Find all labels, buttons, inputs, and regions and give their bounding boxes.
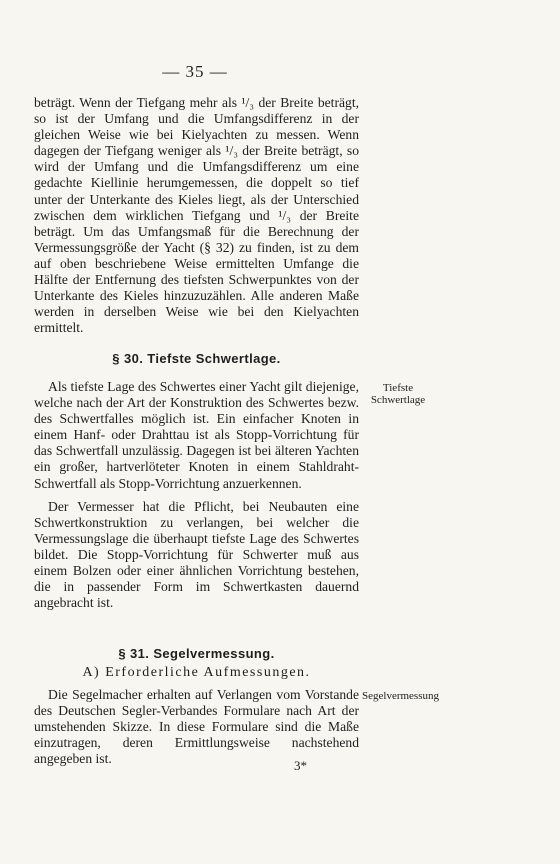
section-31-subheading: A) Erforderliche Aufmessungen. (82, 665, 311, 680)
section-31-paragraph: Die Segelmacher erhalten auf Verlangen vom Vorstande des Deutschen Segler-Verbandes Formulare nach Art der umstehenden Skizze. In diese Formulare sind die Maße einzutragen, deren Ermittlungsweise nachstehend angegeben ist. (34, 687, 359, 767)
margin-note-tiefste-schwertlage: Tiefste Schwertlage (370, 382, 426, 406)
page-number: — 35 — (162, 62, 228, 81)
section-30-body (34, 379, 359, 611)
section-31-heading: § 31. Segelvermessung. (118, 646, 275, 661)
body-block-1 (34, 95, 359, 336)
paragraph-continuation: beträgt. Wenn der Tiefgang mehr als ¹/₃ der Breite beträgt, so ist der Umfang und die Umfangsdifferenz in der gleichen Weise wie bei Kielyachten zu messen. Wenn dagegen der Tiefgang weniger als ¹/₃ der Breite beträgt, so wird der Umfang und die Umfangsdifferenz um eine gedachte Kiellinie herumgemessen, die doppelt so tief unter der Unterkante des Kieles liegt, als der Unterschied zwischen dem wirklichen Tiefgang und ¹/₃ der Breite beträgt. Um das Umfangsmaß für die Berechnung der Vermessungsgröße der Yacht (§ 32) zu finden, ist zu dem auf oben beschriebene Weise ermittelten Umfange die Hälfte der Entfernung des tiefsten Schwerpunktes von der Unterkante des Kieles hinzuzuzählen. Alle anderen Maße werden in derselben Weise wie bei den Kielyachten ermittelt. (34, 95, 359, 336)
section-30-heading: § 30. Tiefste Schwertlage. (112, 351, 281, 366)
margin-note-segelvermessung: Segelvermessung (362, 690, 439, 702)
section-30-paragraph-1: Als tiefste Lage des Schwertes einer Yacht gilt diejenige, welche nach der Art der Konstruktion des Schwertes bezw. des Schwertfalles möglich ist. Ein einfacher Knoten in einem Hanf- oder Drahttau ist als Stopp-Vorrichtung für das Schwertfall unzulässig. Dagegen ist bei älteren Yachten ein großer, hartverlöteter Knoten in einem Stahldraht-Schwertfall als Stopp-Vorrichtung anzuerkennen. (34, 379, 359, 491)
section-30-paragraph-2: Der Vermesser hat die Pflicht, bei Neubauten eine Schwertkonstruktion zu verlangen, bei welcher die Vermessungslage die überhaupt tiefste Lage des Schwertes bildet. Die Stopp-Vorrichtung für Schwerter muß aus einem Bolzen oder einer ähnlichen Vorrichtung bestehen, die in passender Form im Schwertkasten dauernd angebracht ist. (34, 498, 359, 611)
section-31-body (34, 687, 359, 767)
signature-mark: 3* (294, 758, 307, 773)
